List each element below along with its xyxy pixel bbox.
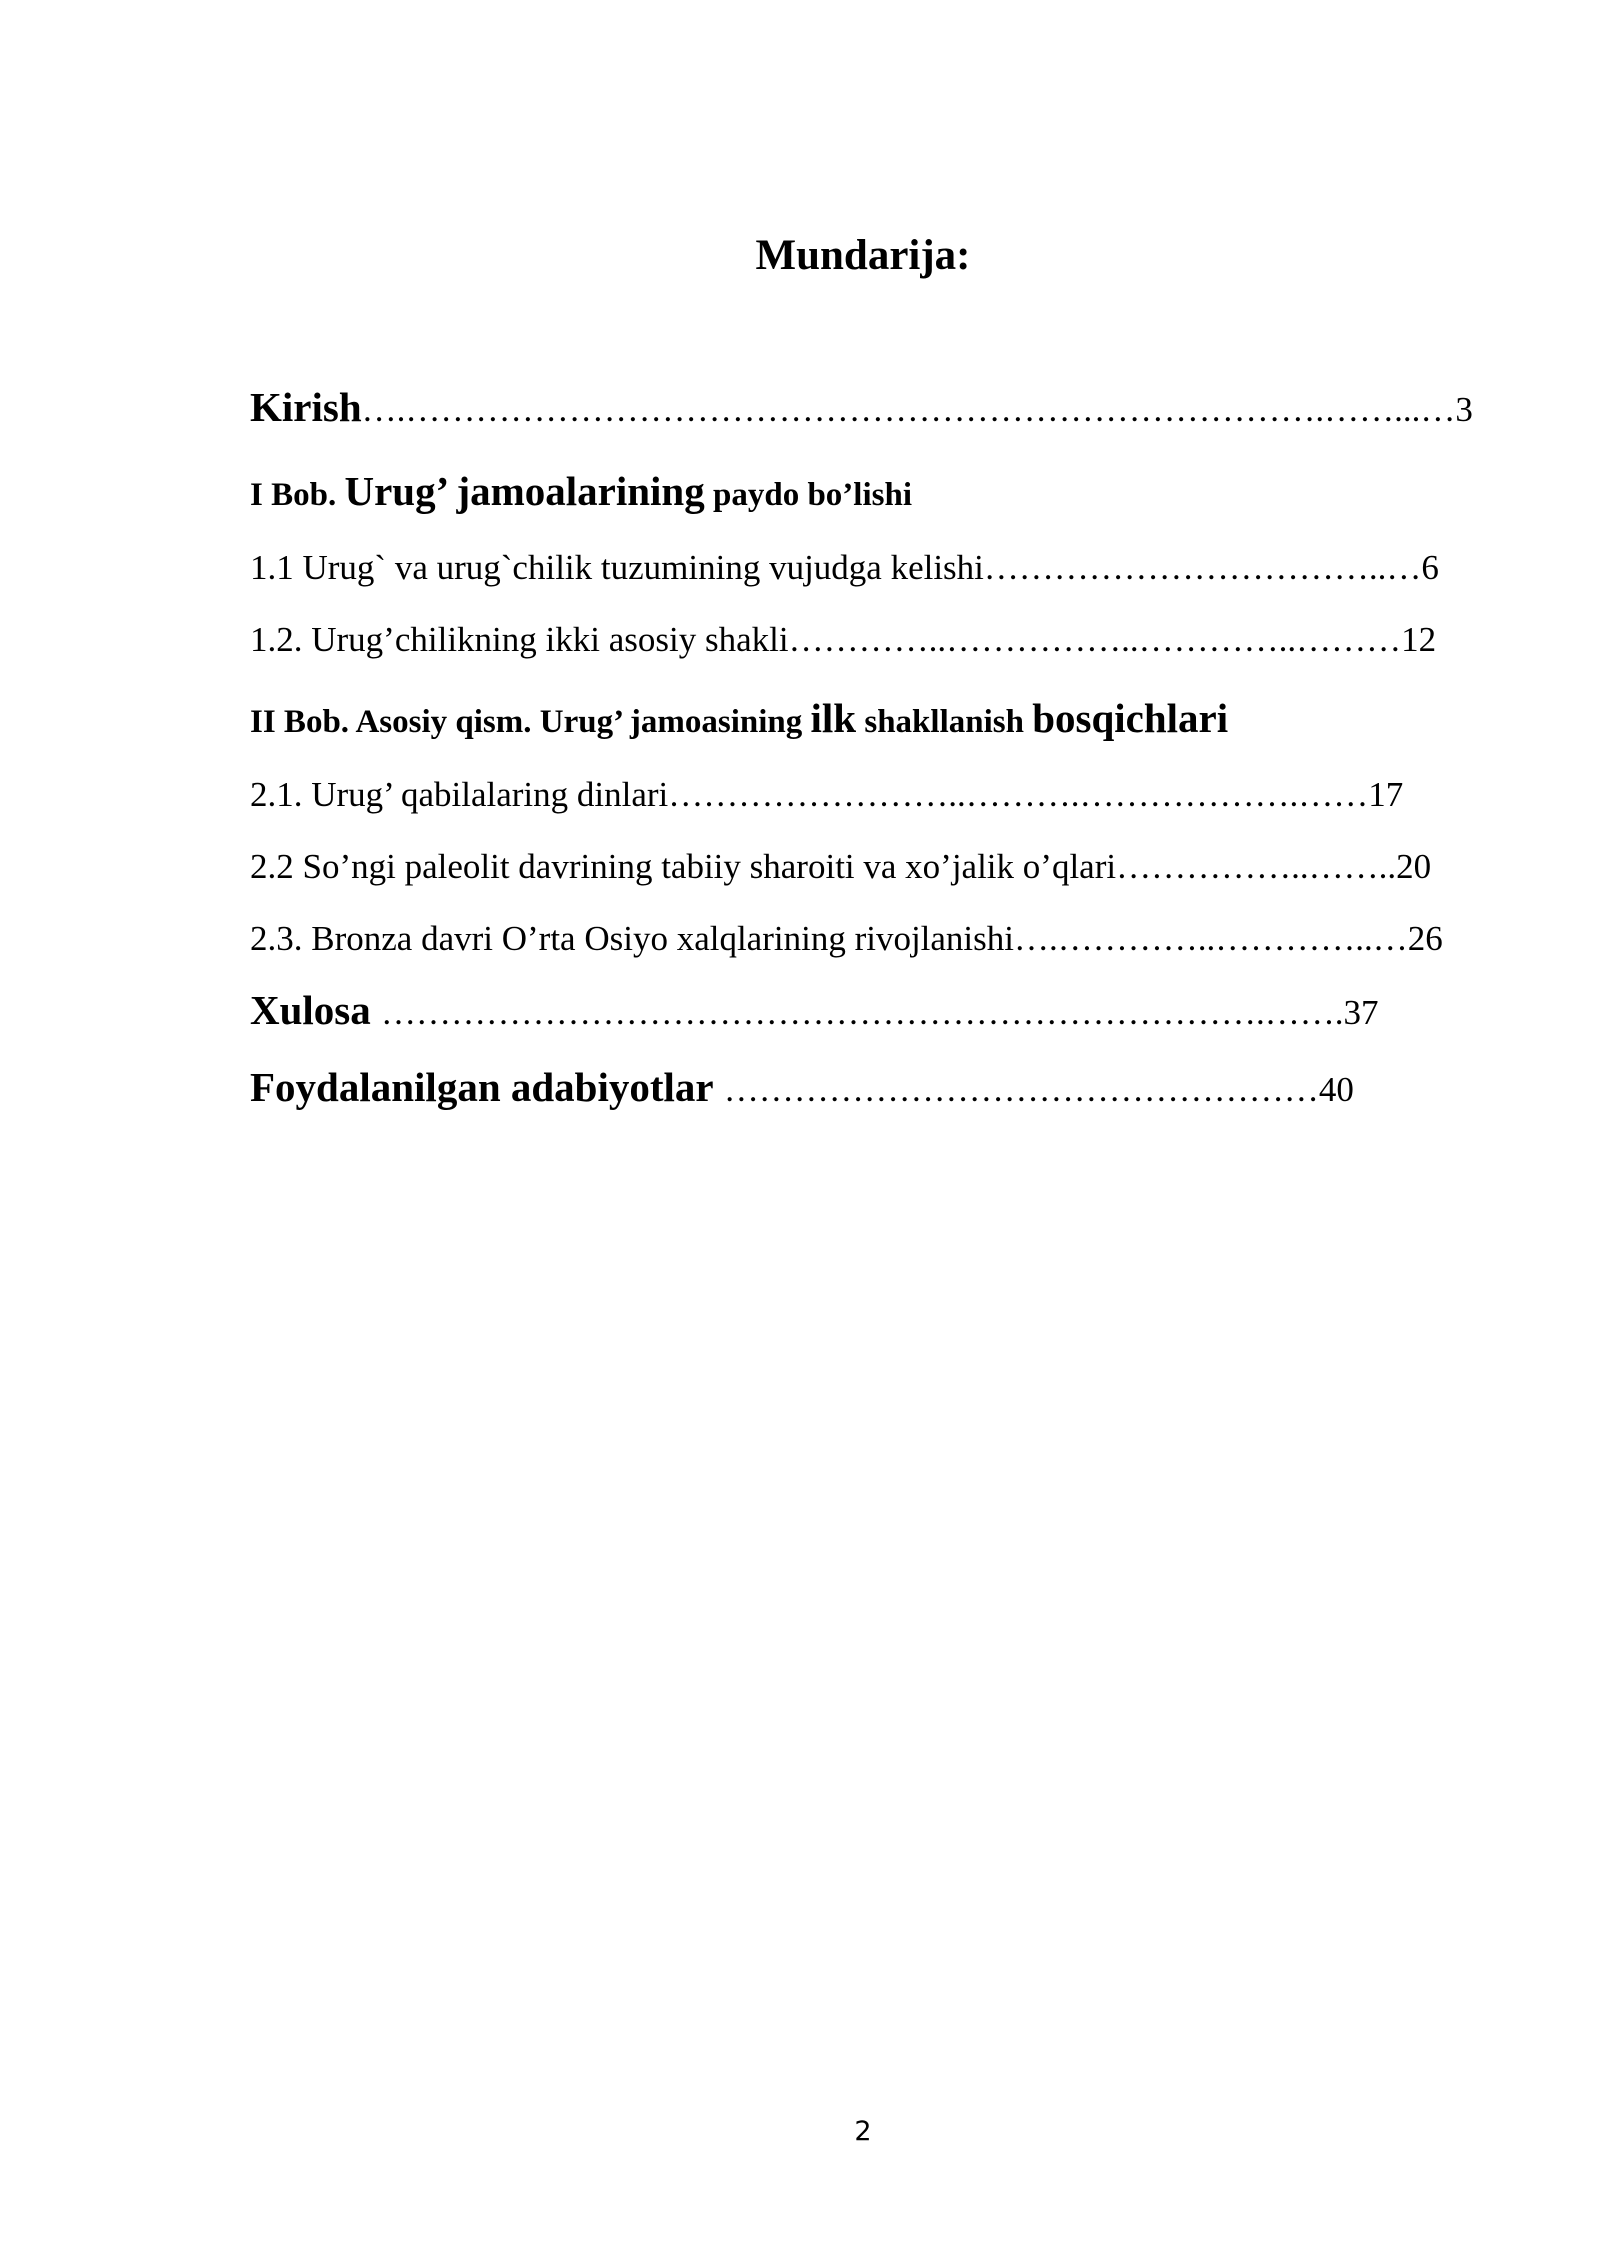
toc-chapter-1 xyxy=(250,467,1496,520)
toc-entry-2-1: 2.1. Urug’ qabilalaring dinlari……………………..……….……………….……17 xyxy=(250,775,1404,814)
chapter-2-word-ilk: ilk xyxy=(810,695,857,741)
toc-entry-1-2: 1.2. Urug’chilikning ikki asosiy shakli…………..……………..…………..………12 xyxy=(250,620,1437,659)
toc-entry-2-3: 2.3. Bronza davri O’rta Osiyo xalqlarining rivojlanishi….…………..…………..…26 xyxy=(250,919,1443,958)
chapter-1-title-end: paydo bo’lishi xyxy=(712,477,912,513)
toc-entry-kirish xyxy=(250,380,1496,437)
toc-chapter-2 xyxy=(250,694,1496,747)
toc-entry-adabiyotlar-leader: ……………………………………………40 xyxy=(723,1070,1354,1109)
toc-entry-2-2: 2.2 So’ngi paleolit davrining tabiiy sharoiti va xo’jalik o’qlari……………..……..20 xyxy=(250,847,1432,886)
table-of-contents xyxy=(250,380,1496,1117)
chapter-2-word-shakllanish: shakllanish xyxy=(864,704,1024,740)
chapter-2-prefix: II Bob. Asosiy qism. Urug’ jamoasining xyxy=(250,704,803,740)
page-title: Mundarija: xyxy=(755,232,971,279)
toc-entry-adabiyotlar xyxy=(250,1060,1496,1117)
toc-entry-xulosa-leader: ………………………………………………………………….…….37 xyxy=(381,993,1379,1032)
toc-entry-xulosa xyxy=(250,983,1496,1040)
toc-entry-xulosa-title: Xulosa xyxy=(250,987,371,1033)
page-number: 2 xyxy=(854,2116,872,2147)
toc-entry-kirish-leader: ….…………………………………………………………………….……...…3 xyxy=(361,390,1473,429)
toc-entry-kirish-title: Kirish xyxy=(250,384,362,430)
chapter-1-prefix: I Bob. xyxy=(250,477,337,513)
chapter-1-title-main: Urug’ jamoalarining xyxy=(344,468,705,514)
toc-entry-adabiyotlar-title: Foydalanilgan adabiyotlar xyxy=(250,1064,714,1110)
toc-entry-1-1: 1.1 Urug` va urug`chilik tuzumining vujudga kelishi……………………………..…6 xyxy=(250,548,1439,587)
chapter-2-word-bosqichlari: bosqichlari xyxy=(1032,695,1229,741)
